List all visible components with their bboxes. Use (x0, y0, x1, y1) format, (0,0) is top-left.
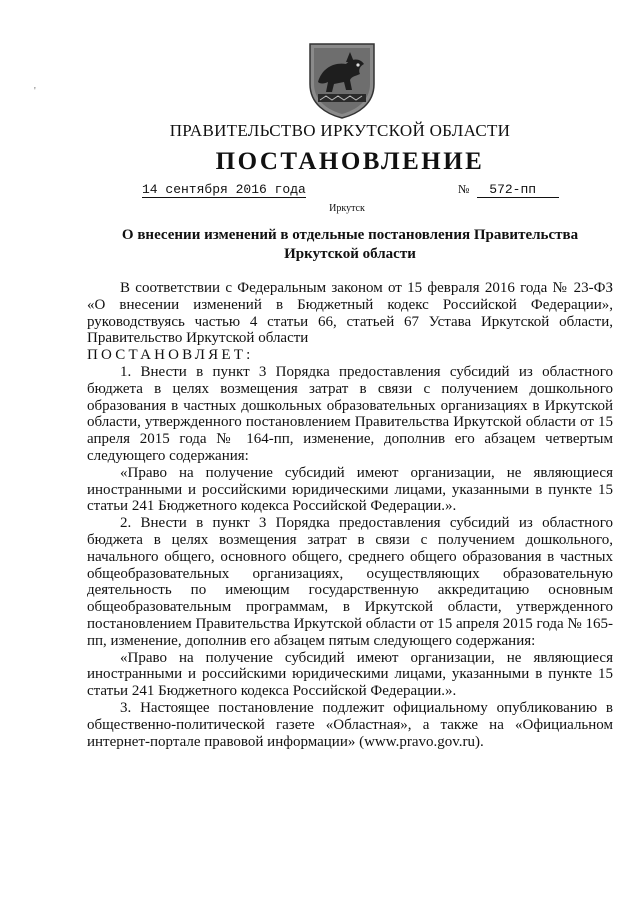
issuer-name: ПРАВИТЕЛЬСТВО ИРКУТСКОЙ ОБЛАСТИ (169, 121, 511, 140)
document-body (87, 280, 613, 750)
clause-2-paragraph: 2. Внести в пункт 3 Порядка предоставления субсидий из областного бюджета в целях возмещения затрат в связи с получением дошкольного, начального общего, основного общего, среднего общего образования в частных общеобразовательных организациях, осуществляющих образовательную деятельность по имеющим государственную аккредитацию основным общеобразовательным программам, в Иркутской области, утвержденного постановлением Правительства Иркутской области от 15 апреля 2015 года № 165-пп, изменение, дополнив его абзацем пятым следующего содержания: (87, 515, 613, 649)
clause-3-paragraph: 3. Настоящее постановление подлежит официальному опубликованию в общественно-политической газете «Областная», а также на «Официальном интернет-портале правовой информации» (www.pravo.gov.ru). (87, 699, 613, 750)
clause-2-quote: «Право на получение субсидий имеют организации, не являющиеся иностранными и российскими юридическими лицами, указанными в пункте 15 статьи 241 Бюджетного кодекса Российской Федерации.». (87, 649, 613, 700)
document-type: ПОСТАНОВЛЕНИЕ (215, 148, 485, 175)
document-date-value: 14 сентября 2016 года (142, 182, 306, 197)
resolves-heading: ПОСТАНОВЛЯЕТ: (87, 347, 254, 364)
document-date (142, 182, 306, 197)
document-number (458, 182, 559, 198)
document-title: О внесении изменений в отдельные постановления Правительства Иркутской области (121, 227, 579, 262)
margin-mark: ' (34, 86, 36, 97)
preamble-paragraph: В соответствии с Федеральным законом от 15 февраля 2016 года № 23-ФЗ «О внесении изменений в Бюджетный кодекс Российской Федерации», руководствуясь частью 4 статьи 66, статьей 67 Устава Иркутской области, Правительство Иркутской области (87, 280, 613, 347)
irkutsk-coat-of-arms-icon (300, 38, 384, 122)
number-sign: № (458, 182, 470, 196)
clause-1-quote: «Право на получение субсидий имеют организации, не являющиеся иностранными и российскими юридическими лицами, указанными в пункте 15 статьи 241 Бюджетного кодекса Российской Федерации.». (87, 464, 613, 515)
document-number-value: 572-пп (477, 182, 559, 198)
city-name: Иркутск (329, 203, 365, 214)
clause-1-paragraph: 1. Внести в пункт 3 Порядка предоставления субсидий из областного бюджета в целях возмещения затрат в связи с получением дошкольного образования в частных дошкольных образовательных организациях в Иркутской области, утвержденного постановлением Правительства Иркутской области от 15 апреля 2015 года № 164-пп, изменение, дополнив его абзацем четвертым следующего содержания: (87, 363, 613, 464)
